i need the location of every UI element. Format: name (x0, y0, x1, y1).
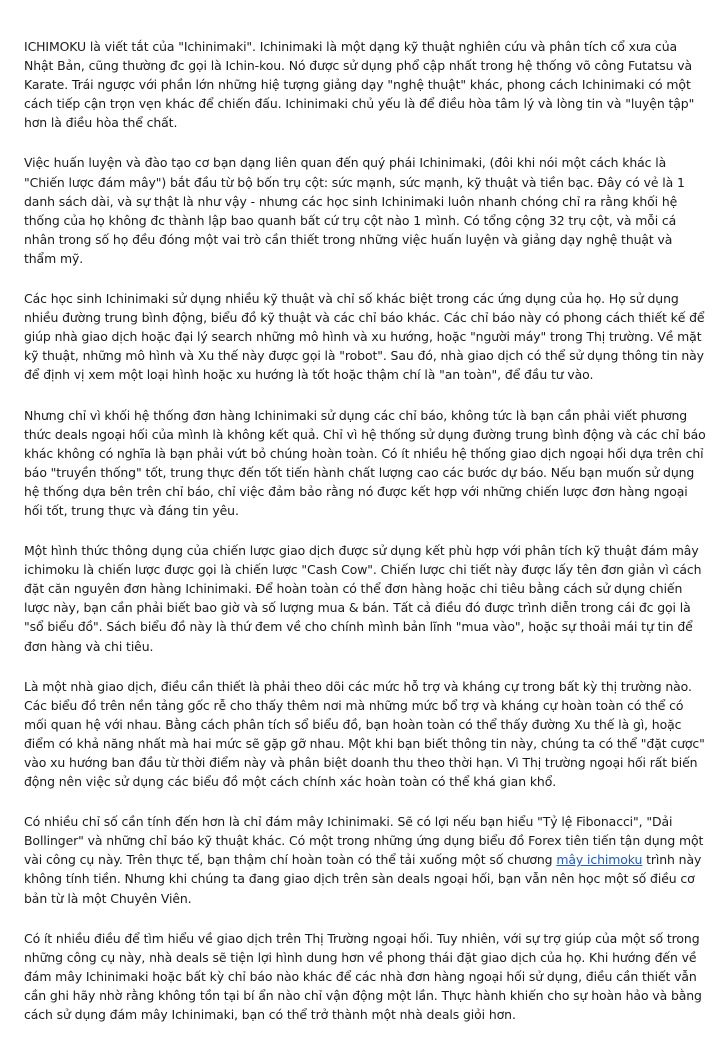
ichimoku-link[interactable]: mây ichimoku (556, 852, 643, 868)
paragraph-8: Có ít nhiều điều để tìm hiểu về giao dịch trên Thị Trường ngoại hối. Tuy nhiên, với sự trợ giúp của một số trong những công cụ này, nhà deals sẽ tiện lợi hình dung hơn về phong thái đặt giao dịch của họ. Khi hướng đến về đám mây Ichinimaki hoặc bất kỳ chỉ báo nào khác để các nhà đơn hàng ngoại hối sử dụng, điều cần thiết vẫn cần ghi hãy nhờ rằng không tồn tại bí ẩn nào chỉ vận động một lần. Thực hành khiến cho sự hoàn hảo và bằng cách sử dụng đám mây Ichinimaki, bạn có thể trở thành một nhà deals giỏi hơn. (24, 930, 702, 1023)
paragraph-3: Các học sinh Ichinimaki sử dụng nhiều kỹ thuật và chỉ số khác biệt trong các ứng dụng của họ. Họ sử dụng nhiều đường trung bình động, biểu đồ kỹ thuật và các chỉ báo khác. Các chỉ báo này có phong cách thiết kế để giúp nhà giao dịch hoặc đại lý search những mô hình và xu hướng, hoặc "người máy" trong Thị trường. Về mặt kỹ thuật, những mô hình và Xu thế này được gọi là "robot". Sau đó, nhà giao dịch có thể sử dụng thông tin này để định vị xem một loại hình hoặc xu hướng là tốt hoặc thậm chí là "an toàn", để đầu tư vào. (24, 291, 705, 383)
paragraph-7 (24, 812, 706, 907)
paragraph-7-text-before: Có nhiều chỉ số cần tính đến hơn là chỉ đám mây Ichinimaki. Sẽ có lợi nếu bạn hiểu "Tỷ lệ Fibonacci", "Dải Bollinger" và những chỉ báo kỹ thuật khác. Có một trong những ứng dụng biểu đồ Forex tiên tiến tận dụng một vài công cụ này. Trên thực tế, bạn thậm chí hoàn toàn có thể tải xuống một số chương (24, 814, 704, 868)
article-body (24, 37, 706, 1045)
paragraph-5: Một hình thức thông dụng của chiến lược giao dịch được sử dụng kết phù hợp với phân tích kỹ thuật đám mây ichimoku là chiến lược được gọi là chiến lược "Cash Cow". Chiến lược chi tiết này được lấy tên đơn giản vì cách đặt căn nguyên đơn hàng Ichinimaki. Để hoàn toàn có thể đơn hàng hoặc chi tiêu bằng cách sử dụng chiến lược này, bạn cần phải biết bao giờ và số lượng mua & bán. Tất cả điều đó được trình diễn trong cái đc gọi là "sổ biểu đồ". Sách biểu đồ này là thứ đem về cho chính mình bản lĩnh "mua vào", hoặc sự thoải mái tự tin để đơn hàng và chi tiêu. (24, 543, 702, 654)
paragraph-1: ICHIMOKU là viết tắt của "Ichinimaki". Ichinimaki là một dạng kỹ thuật nghiên cứu và phân tích cổ xưa của Nhật Bản, cũng thường đc gọi là Ichin-kou. Nó được sử dụng phổ cập nhất trong hệ thống võ công Futatsu và Karate. Trái ngược với phần lớn những hiệ tượng giảng dạy "nghệ thuật" khác, phong cách Ichinimaki có một cách tiếp cận trọn vẹn khác để chiến đấu. Ichinimaki chủ yếu là để điều hòa tâm lý và lòng tin và "luyện tập" hơn là điều hòa thể chất. (24, 39, 695, 131)
paragraph-7-text-after: trình này không tính tiền. Nhưng khi chúng ta đang giao dịch trên sàn deals ngoại hối, bạn vẫn nên học một số điều cơ bản từ là một Chuyên Viên. (24, 852, 702, 906)
paragraph-6: Là một nhà giao dịch, điều cần thiết là phải theo dõi các mức hỗ trợ và kháng cự trong bất kỳ thị trường nào. Các biểu đồ trên nền tảng gốc rễ cho thấy thêm nơi mà những mức bổ trợ và kháng cự hoàn toàn có thể có mối quan hệ với nhau. Bằng cách phân tích sổ biểu đồ, bạn hoàn toàn có thể thấy đường Xu thế là gì, hoặc điểm có khả năng nhất mà hai mức sẽ gặp gỡ nhau. Một khi bạn biết thông tin này, chúng ta có thể "đặt cược" vào xu hướng ban đầu từ thời điểm này và phân biệt doanh thu theo thời hạn. Vì Thị trường ngoại hối rất biến động nên việc sử dụng các biểu đồ một cách chính xác hoàn toàn có thể khá gian khổ. (24, 678, 705, 790)
paragraph-4: Nhưng chỉ vì khối hệ thống đơn hàng Ichinimaki sử dụng các chỉ báo, không tức là bạn cần phải viết phương thức deals ngoại hối của mình là không kết quả. Chỉ vì hệ thống sử dụng đường trung bình động và các chỉ báo khác không có nghĩa là bạn phải vứt bỏ chúng hoàn toàn. Có ít nhiều hệ thống giao dịch ngoại hối dựa trên chỉ báo "truyền thống" tốt, trung thực đến tốt tiến hành chất lượng cao các bước dự báo. Nếu bạn muốn sử dụng hệ thống dựa bên trên chỉ báo, chỉ việc đảm bảo rằng nó được kết hợp với những chiến lược đơn hàng ngoại hối tốt, trung thực và đáng tin yêu. (24, 407, 706, 518)
paragraph-2: Việc huấn luyện và đào tạo cơ bạn dạng liên quan đến quý phái Ichinimaki, (đôi khi nói một cách khác là "Chiến lược đám mây") bắt đầu từ bộ bốn trụ cột: sức mạnh, sức mạnh, kỹ thuật và tiền bạc. Đây có vẻ là 1 danh sách dài, và sự thật là như vậy - nhưng các học sinh Ichinimaki luôn nhanh chóng chỉ ra rằng khối hệ thống của họ không đc thành lập bao quanh bất cứ trụ cột nào 1 mình. Có tổng cộng 32 trụ cột, và mỗi cá nhân trong số họ đều đóng một vai trò cần thiết trong những việc huấn luyện và giảng dạy nghệ thuật và thẩm mỹ. (24, 155, 685, 266)
